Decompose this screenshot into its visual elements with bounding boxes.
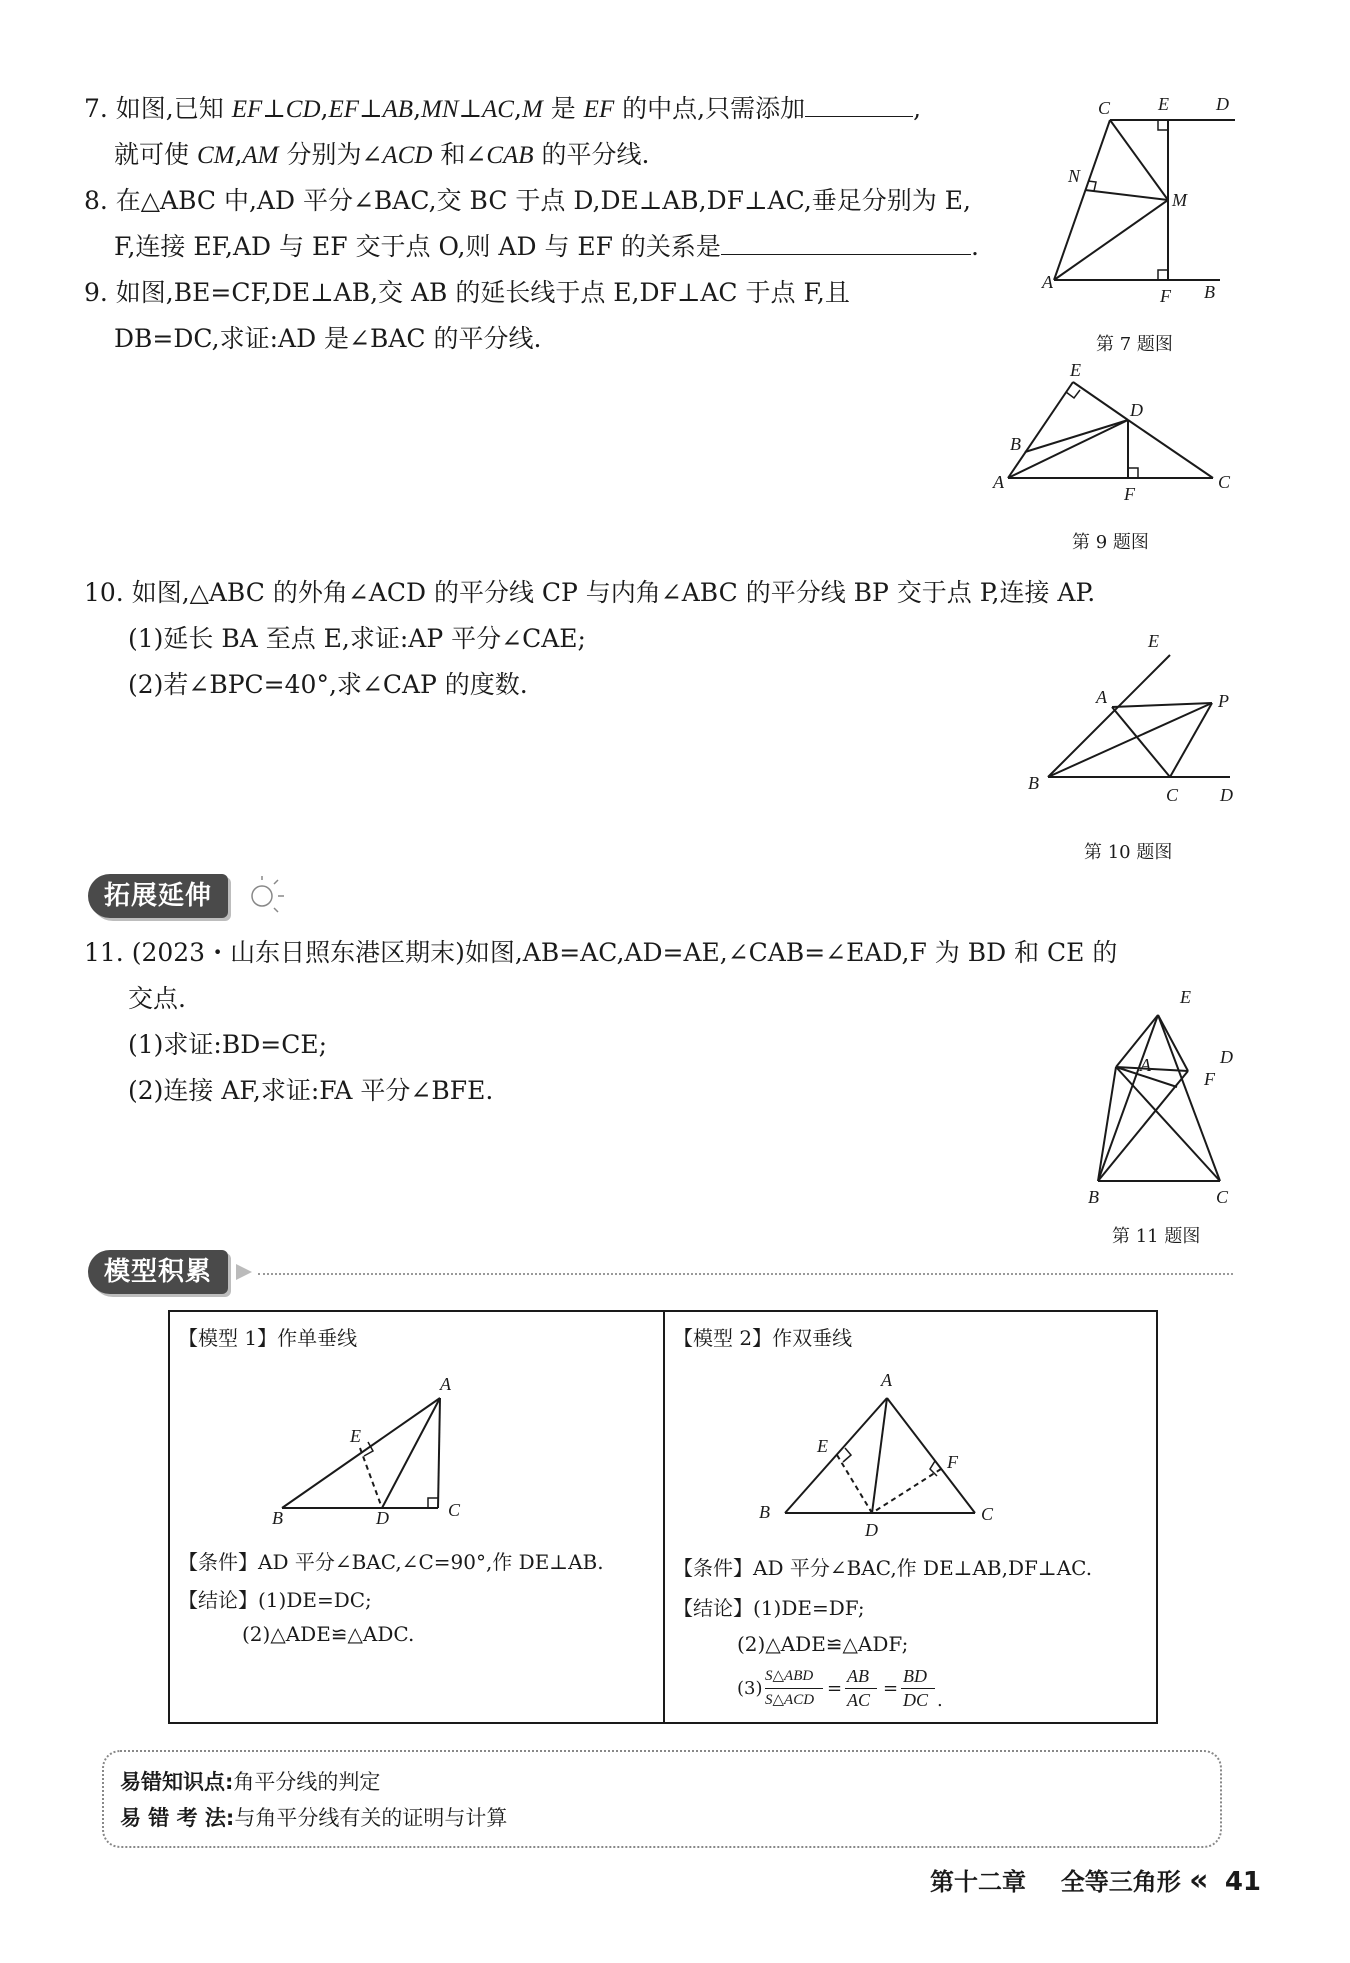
- section-banner-model: 模型积累: [88, 1250, 228, 1294]
- fig7-label-C: C: [1098, 98, 1111, 118]
- problem-9-line1: 9. 如图,BE=CF,DE⊥AB,交 AB 的延长线于点 E,DF⊥AC 于点 F,且: [84, 278, 850, 307]
- fig11-label-D: D: [1220, 1047, 1233, 1067]
- model-2-title: 【模型 2】作双垂线: [673, 1326, 853, 1350]
- answer-blank[interactable]: [721, 232, 971, 255]
- caption-fig10: 第 10 题图: [1084, 842, 1173, 863]
- fig9-label-A: A: [993, 472, 1004, 492]
- fig10-label-D: D: [1220, 785, 1233, 805]
- m2-label-E: E: [817, 1436, 828, 1456]
- problem-8-line1: 8. 在△ABC 中,AD 平分∠BAC,交 BC 于点 D,DE⊥AB,DF⊥AC,垂足分别为 E,: [84, 186, 971, 215]
- caption-fig9: 第 9 题图: [1072, 532, 1149, 553]
- fig9-label-D: D: [1130, 400, 1143, 420]
- model-2-conclusion-1: 【结论】(1)DE=DF;: [673, 1596, 865, 1620]
- tip-exam-method: 易 错 考 法:与角平分线有关的证明与计算: [120, 1806, 508, 1830]
- fig11-label-F: F: [1204, 1069, 1215, 1089]
- fig7-label-B: B: [1204, 282, 1215, 302]
- problem-7-line1: 7. 如图,已知 EF⊥CD,EF⊥AB,MN⊥AC,M 是 EF 的中点,只需添加 ,: [84, 94, 922, 123]
- fig7-label-A: A: [1042, 272, 1053, 292]
- chapter-number: 第十二章: [930, 1868, 1026, 1896]
- fig11-label-B: B: [1088, 1187, 1099, 1207]
- model-2-panel: 【模型 2】作双垂线 A E F B D C 【条件】AD 平分∠BAC,作 DE⊥AB,DF⊥AC. 【结论】(1)DE=DF; (2)△ADE≌△ADF; (3) S△ABD S△ACD = AB AC = BD DC .: [665, 1312, 1156, 1722]
- fig11-label-E: E: [1180, 987, 1191, 1007]
- m1-label-E: E: [350, 1426, 361, 1446]
- frac3-numerator: BD: [903, 1666, 927, 1686]
- fig10-label-B: B: [1028, 773, 1039, 793]
- figure-7: [1040, 90, 1280, 320]
- problem-10-line2: (1)延长 BA 至点 E,求证:AP 平分∠CAE;: [128, 624, 586, 653]
- model-1-conclusion-2: (2)△ADE≌△ADC.: [242, 1622, 415, 1646]
- fig10-label-P: P: [1218, 691, 1229, 711]
- m2-label-D: D: [865, 1520, 878, 1540]
- figure-10: [1020, 625, 1250, 805]
- problem-7-line2: 就可使 CM,AM 分别为∠ACD 和∠CAB 的平分线.: [114, 140, 650, 169]
- page-number: 41: [1224, 1867, 1262, 1897]
- m1-label-D: D: [376, 1508, 389, 1528]
- triangle-arrow-icon: [234, 1262, 254, 1282]
- m1-label-A: A: [440, 1374, 451, 1394]
- model-1-conclusion-1: 【结论】(1)DE=DC;: [178, 1588, 372, 1612]
- m2-label-F: F: [947, 1452, 958, 1472]
- m2-label-C: C: [981, 1504, 994, 1524]
- frac2-numerator: AB: [847, 1666, 869, 1686]
- problem-11-line3: (1)求证:BD=CE;: [128, 1030, 327, 1059]
- tips-box: [102, 1750, 1222, 1848]
- m2-label-A: A: [881, 1370, 892, 1390]
- fig7-label-M: M: [1172, 190, 1187, 210]
- problem-10-line3: (2)若∠BPC=40°,求∠CAP 的度数.: [128, 670, 528, 699]
- chapter-title: 全等三角形: [1060, 1868, 1181, 1896]
- fig7-label-E: E: [1158, 94, 1169, 114]
- problem-8-line2: F,连接 EF,AD 与 EF 交于点 O,则 AD 与 EF 的关系是 .: [114, 232, 979, 261]
- fig7-label-F: F: [1160, 286, 1171, 306]
- frac1-numerator: S△ABD: [765, 1668, 814, 1684]
- problem-11-line2: 交点.: [128, 984, 186, 1013]
- problem-11-line4: (2)连接 AF,求证:FA 平分∠BFE.: [128, 1076, 494, 1105]
- fig10-label-C: C: [1166, 785, 1179, 805]
- frac2-denominator: AC: [847, 1690, 871, 1710]
- problem-11-line1: 11. (2023・山东日照东港区期末)如图,AB=AC,AD=AE,∠CAB=∠EAD,F 为 BD 和 CE 的: [84, 938, 1118, 967]
- model-2-condition: 【条件】AD 平分∠BAC,作 DE⊥AB,DF⊥AC.: [673, 1556, 1093, 1580]
- fig7-label-N: N: [1068, 166, 1081, 186]
- figure-11: [1080, 985, 1260, 1210]
- section-banner-extend: 拓展延伸: [88, 874, 228, 918]
- caption-fig11: 第 11 题图: [1112, 1226, 1201, 1247]
- lightbulb-icon: [240, 876, 288, 916]
- model-box: [168, 1310, 1158, 1724]
- footer-chapter: [930, 1862, 1261, 1898]
- figure-9: [988, 360, 1248, 510]
- fig9-label-F: F: [1124, 484, 1135, 504]
- section-divider: [258, 1273, 1233, 1275]
- fig9-label-E: E: [1070, 360, 1081, 380]
- fig11-label-A: A: [1140, 1055, 1151, 1075]
- model-2-conclusion-2: (2)△ADE≌△ADF;: [737, 1632, 909, 1656]
- frac1-denominator: S△ACD: [765, 1692, 815, 1708]
- fig7-label-D: D: [1216, 94, 1229, 114]
- m2-label-B: B: [759, 1502, 770, 1522]
- answer-blank[interactable]: [805, 94, 913, 117]
- double-chevron-icon: «: [1189, 1863, 1209, 1898]
- frac3-denominator: DC: [903, 1690, 929, 1710]
- m1-label-B: B: [272, 1508, 283, 1528]
- model-1-panel: [170, 1312, 665, 1722]
- problem-9-line2: DB=DC,求证:AD 是∠BAC 的平分线.: [114, 324, 542, 353]
- fig10-label-A: A: [1096, 687, 1107, 707]
- model-1-condition: 【条件】AD 平分∠BAC,∠C=90°,作 DE⊥AB.: [178, 1550, 604, 1574]
- m1-label-C: C: [448, 1500, 461, 1520]
- fig11-label-C: C: [1216, 1187, 1229, 1207]
- model-1-title: 【模型 1】作单垂线: [178, 1326, 358, 1350]
- fig10-label-E: E: [1148, 631, 1159, 651]
- fig9-label-C: C: [1218, 472, 1231, 492]
- tip-knowledge-point: 易错知识点:角平分线的判定: [120, 1770, 381, 1794]
- caption-fig7: 第 7 题图: [1096, 334, 1173, 355]
- problem-10-line1: 10. 如图,△ABC 的外角∠ACD 的平分线 CP 与内角∠ABC 的平分线 BP 交于点 P,连接 AP.: [84, 578, 1096, 607]
- fig9-label-B: B: [1010, 434, 1021, 454]
